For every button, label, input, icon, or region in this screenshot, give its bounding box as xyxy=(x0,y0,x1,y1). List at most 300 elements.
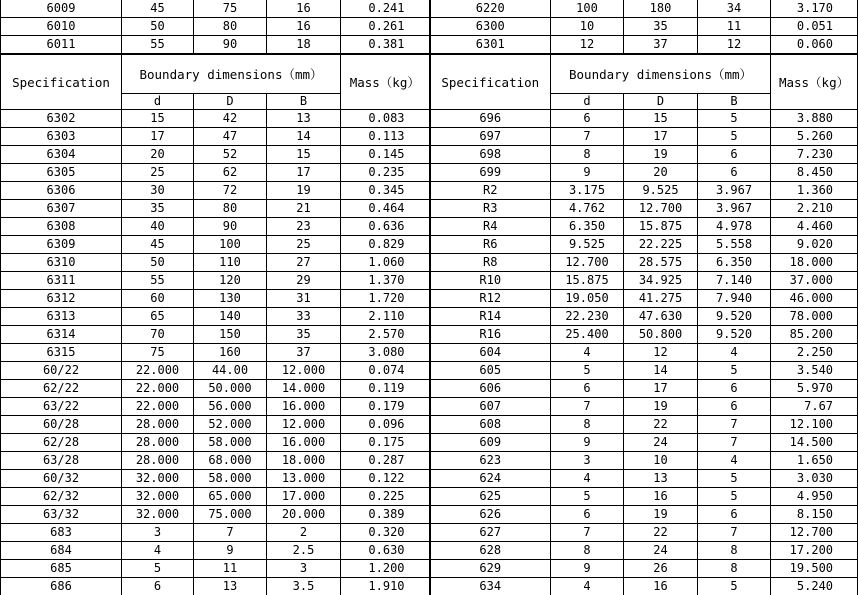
cell-left-spec: 6304 xyxy=(1,146,122,164)
cell-right-spec: R6 xyxy=(430,236,551,254)
cell-right-spec: 6300 xyxy=(430,18,551,36)
cell-left-spec: 6306 xyxy=(1,182,122,200)
cell-left-spec: 63/22 xyxy=(1,398,122,416)
cell-right-D: 17 xyxy=(624,380,698,398)
cell-right-D: 20 xyxy=(624,164,698,182)
table-row xyxy=(1,218,858,236)
cell-left-mass: 0.083 xyxy=(341,110,430,128)
cell-right-D: 24 xyxy=(624,434,698,452)
cell-right-B: 5 xyxy=(698,128,771,146)
cell-right-spec: 699 xyxy=(430,164,551,182)
cell-right-spec: 628 xyxy=(430,542,551,560)
cell-right-d: 7 xyxy=(551,128,624,146)
header-D-left: D xyxy=(194,94,267,110)
cell-left-B: 2.5 xyxy=(267,542,341,560)
cell-left-B: 13.000 xyxy=(267,470,341,488)
cell-left-mass: 1.060 xyxy=(341,254,430,272)
cell-left-D: 50.000 xyxy=(194,380,267,398)
cell-right-d: 12 xyxy=(551,36,624,55)
cell-left-mass: 1.200 xyxy=(341,560,430,578)
cell-right-B: 5 xyxy=(698,470,771,488)
cell-left-d: 70 xyxy=(122,326,194,344)
cell-left-B: 18 xyxy=(267,36,341,55)
cell-left-mass: 0.145 xyxy=(341,146,430,164)
cell-right-d: 5 xyxy=(551,488,624,506)
cell-right-B: 7.140 xyxy=(698,272,771,290)
cell-right-d: 15.875 xyxy=(551,272,624,290)
cell-left-D: 75.000 xyxy=(194,506,267,524)
cell-right-B: 7 xyxy=(698,524,771,542)
cell-right-D: 22 xyxy=(624,416,698,434)
cell-right-B: 6 xyxy=(698,164,771,182)
cell-left-spec: 6011 xyxy=(1,36,122,55)
cell-right-spec: 604 xyxy=(430,344,551,362)
cell-left-d: 50 xyxy=(122,254,194,272)
cell-left-B: 29 xyxy=(267,272,341,290)
cell-left-d: 50 xyxy=(122,18,194,36)
cell-right-spec: R8 xyxy=(430,254,551,272)
cell-left-mass: 0.261 xyxy=(341,18,430,36)
cell-right-spec: 625 xyxy=(430,488,551,506)
header-B-right: B xyxy=(698,94,771,110)
cell-right-mass: 46.000 xyxy=(771,290,858,308)
cell-left-mass: 0.320 xyxy=(341,524,430,542)
cell-right-B: 5 xyxy=(698,488,771,506)
cell-right-B: 4 xyxy=(698,344,771,362)
cell-left-D: 140 xyxy=(194,308,267,326)
cell-left-D: 62 xyxy=(194,164,267,182)
cell-right-B: 8 xyxy=(698,542,771,560)
cell-left-B: 3 xyxy=(267,560,341,578)
cell-right-mass: 9.020 xyxy=(771,236,858,254)
cell-left-d: 17 xyxy=(122,128,194,146)
cell-left-d: 22.000 xyxy=(122,362,194,380)
table-row xyxy=(1,452,858,470)
cell-right-D: 37 xyxy=(624,36,698,55)
table-row xyxy=(1,146,858,164)
cell-left-mass: 0.389 xyxy=(341,506,430,524)
cell-left-mass: 1.910 xyxy=(341,578,430,595)
cell-left-B: 15 xyxy=(267,146,341,164)
header-mass-right: Mass（kg） xyxy=(771,55,858,110)
cell-left-spec: 60/22 xyxy=(1,362,122,380)
cell-left-d: 28.000 xyxy=(122,416,194,434)
bearing-spec-table xyxy=(0,54,858,595)
table-row xyxy=(1,326,858,344)
cell-right-mass: 5.240 xyxy=(771,578,858,595)
cell-left-d: 30 xyxy=(122,182,194,200)
header-boundary-dimensions-left: Boundary dimensions（mm） xyxy=(122,55,341,94)
cell-right-spec: 629 xyxy=(430,560,551,578)
cell-right-D: 15 xyxy=(624,110,698,128)
cell-right-d: 8 xyxy=(551,146,624,164)
cell-right-mass: 7.230 xyxy=(771,146,858,164)
cell-left-d: 35 xyxy=(122,200,194,218)
cell-left-B: 33 xyxy=(267,308,341,326)
cell-left-d: 40 xyxy=(122,218,194,236)
cell-right-B: 9.520 xyxy=(698,326,771,344)
cell-right-D: 35 xyxy=(624,18,698,36)
cell-right-mass: 8.450 xyxy=(771,164,858,182)
cell-left-B: 17.000 xyxy=(267,488,341,506)
cell-right-spec: R10 xyxy=(430,272,551,290)
cell-left-B: 35 xyxy=(267,326,341,344)
cell-left-mass: 0.119 xyxy=(341,380,430,398)
cell-right-D: 22.225 xyxy=(624,236,698,254)
cell-right-d: 3.175 xyxy=(551,182,624,200)
cell-right-d: 8 xyxy=(551,416,624,434)
cell-right-B: 5 xyxy=(698,362,771,380)
cell-left-B: 14.000 xyxy=(267,380,341,398)
cell-right-spec: 626 xyxy=(430,506,551,524)
cell-left-B: 23 xyxy=(267,218,341,236)
cell-right-D: 16 xyxy=(624,488,698,506)
cell-left-D: 7 xyxy=(194,524,267,542)
cell-left-spec: 6312 xyxy=(1,290,122,308)
cell-left-B: 16.000 xyxy=(267,434,341,452)
cell-left-D: 68.000 xyxy=(194,452,267,470)
cell-right-d: 7 xyxy=(551,398,624,416)
cell-right-D: 28.575 xyxy=(624,254,698,272)
cell-left-mass: 0.122 xyxy=(341,470,430,488)
cell-left-mass: 0.345 xyxy=(341,182,430,200)
cell-right-d: 4 xyxy=(551,470,624,488)
cell-left-d: 6 xyxy=(122,578,194,595)
cell-left-spec: 6009 xyxy=(1,0,122,18)
cell-left-d: 32.000 xyxy=(122,506,194,524)
cell-right-spec: R14 xyxy=(430,308,551,326)
cell-right-d: 10 xyxy=(551,18,624,36)
cell-right-spec: 696 xyxy=(430,110,551,128)
table-row xyxy=(1,0,858,18)
cell-right-spec: 627 xyxy=(430,524,551,542)
cell-left-B: 17 xyxy=(267,164,341,182)
cell-left-d: 45 xyxy=(122,0,194,18)
cell-right-mass: 2.210 xyxy=(771,200,858,218)
table-row xyxy=(1,560,858,578)
cell-left-B: 14 xyxy=(267,128,341,146)
table-row xyxy=(1,488,858,506)
cell-left-mass: 0.381 xyxy=(341,36,430,55)
table-row xyxy=(1,36,858,55)
cell-left-B: 16 xyxy=(267,0,341,18)
cell-left-d: 15 xyxy=(122,110,194,128)
cell-right-spec: R16 xyxy=(430,326,551,344)
cell-left-mass: 0.241 xyxy=(341,0,430,18)
cell-right-spec: 6301 xyxy=(430,36,551,55)
cell-right-B: 34 xyxy=(698,0,771,18)
cell-left-d: 55 xyxy=(122,36,194,55)
table-header xyxy=(1,55,858,110)
cell-left-spec: 6302 xyxy=(1,110,122,128)
cell-left-d: 25 xyxy=(122,164,194,182)
cell-left-spec: 60/32 xyxy=(1,470,122,488)
cell-right-mass: 85.200 xyxy=(771,326,858,344)
table-row xyxy=(1,254,858,272)
cell-right-d: 6 xyxy=(551,110,624,128)
cell-left-d: 5 xyxy=(122,560,194,578)
cell-right-mass: 12.100 xyxy=(771,416,858,434)
table-row xyxy=(1,18,858,36)
cell-left-spec: 6315 xyxy=(1,344,122,362)
cell-right-D: 12 xyxy=(624,344,698,362)
table-row xyxy=(1,290,858,308)
cell-right-spec: 624 xyxy=(430,470,551,488)
cell-left-mass: 0.096 xyxy=(341,416,430,434)
cell-left-mass: 2.570 xyxy=(341,326,430,344)
cell-left-B: 12.000 xyxy=(267,416,341,434)
table-row xyxy=(1,200,858,218)
table-row xyxy=(1,236,858,254)
cell-right-spec: 623 xyxy=(430,452,551,470)
cell-left-spec: 6307 xyxy=(1,200,122,218)
cell-left-D: 52.000 xyxy=(194,416,267,434)
cell-left-B: 16.000 xyxy=(267,398,341,416)
cell-right-d: 6 xyxy=(551,380,624,398)
cell-left-spec: 63/32 xyxy=(1,506,122,524)
cell-right-D: 12.700 xyxy=(624,200,698,218)
table-row xyxy=(1,308,858,326)
cell-right-B: 6 xyxy=(698,380,771,398)
cell-right-B: 7 xyxy=(698,434,771,452)
cell-right-spec: 634 xyxy=(430,578,551,595)
cell-left-D: 13 xyxy=(194,578,267,595)
cell-left-D: 160 xyxy=(194,344,267,362)
table-row xyxy=(1,470,858,488)
cell-right-mass: 1.650 xyxy=(771,452,858,470)
cell-right-D: 19 xyxy=(624,506,698,524)
cell-right-B: 9.520 xyxy=(698,308,771,326)
cell-right-spec: 608 xyxy=(430,416,551,434)
cell-right-spec: 698 xyxy=(430,146,551,164)
table-row xyxy=(1,578,858,595)
header-d-left: d xyxy=(122,94,194,110)
cell-left-B: 21 xyxy=(267,200,341,218)
cell-left-D: 120 xyxy=(194,272,267,290)
cell-right-spec: R4 xyxy=(430,218,551,236)
cell-left-B: 13 xyxy=(267,110,341,128)
cell-right-d: 3 xyxy=(551,452,624,470)
cell-left-B: 16 xyxy=(267,18,341,36)
cell-left-d: 32.000 xyxy=(122,488,194,506)
cell-right-B: 6.350 xyxy=(698,254,771,272)
cell-right-d: 7 xyxy=(551,524,624,542)
top-table-body xyxy=(1,0,858,54)
cell-left-B: 19 xyxy=(267,182,341,200)
table-row xyxy=(1,542,858,560)
cell-right-D: 14 xyxy=(624,362,698,380)
cell-right-B: 8 xyxy=(698,560,771,578)
cell-left-D: 58.000 xyxy=(194,434,267,452)
cell-left-mass: 2.110 xyxy=(341,308,430,326)
cell-right-B: 4 xyxy=(698,452,771,470)
cell-right-d: 9 xyxy=(551,434,624,452)
cell-left-mass: 3.080 xyxy=(341,344,430,362)
cell-right-mass: 5.260 xyxy=(771,128,858,146)
cell-right-mass: 0.060 xyxy=(771,36,858,55)
cell-left-spec: 685 xyxy=(1,560,122,578)
cell-left-spec: 6313 xyxy=(1,308,122,326)
cell-right-D: 22 xyxy=(624,524,698,542)
cell-left-D: 75 xyxy=(194,0,267,18)
cell-right-B: 12 xyxy=(698,36,771,55)
cell-left-d: 32.000 xyxy=(122,470,194,488)
cell-right-B: 5.558 xyxy=(698,236,771,254)
cell-left-B: 2 xyxy=(267,524,341,542)
cell-left-d: 22.000 xyxy=(122,380,194,398)
cell-left-mass: 0.225 xyxy=(341,488,430,506)
cell-right-B: 7.940 xyxy=(698,290,771,308)
cell-right-d: 6.350 xyxy=(551,218,624,236)
cell-right-mass: 3.880 xyxy=(771,110,858,128)
cell-left-d: 65 xyxy=(122,308,194,326)
cell-left-mass: 1.720 xyxy=(341,290,430,308)
cell-left-D: 72 xyxy=(194,182,267,200)
cell-right-B: 7 xyxy=(698,416,771,434)
cell-left-D: 58.000 xyxy=(194,470,267,488)
cell-right-B: 3.967 xyxy=(698,200,771,218)
cell-right-d: 12.700 xyxy=(551,254,624,272)
cell-right-B: 6 xyxy=(698,506,771,524)
cell-left-spec: 60/28 xyxy=(1,416,122,434)
cell-left-d: 4 xyxy=(122,542,194,560)
cell-right-mass: 3.030 xyxy=(771,470,858,488)
cell-left-d: 3 xyxy=(122,524,194,542)
cell-right-d: 5 xyxy=(551,362,624,380)
table-row xyxy=(1,110,858,128)
cell-left-d: 55 xyxy=(122,272,194,290)
cell-left-spec: 6303 xyxy=(1,128,122,146)
cell-right-d: 9 xyxy=(551,164,624,182)
cell-right-mass: 8.150 xyxy=(771,506,858,524)
cell-right-mass: 4.950 xyxy=(771,488,858,506)
cell-left-mass: 1.370 xyxy=(341,272,430,290)
cell-right-d: 4.762 xyxy=(551,200,624,218)
header-boundary-dimensions-right: Boundary dimensions（mm） xyxy=(551,55,771,94)
cell-right-d: 4 xyxy=(551,344,624,362)
cell-left-D: 44.00 xyxy=(194,362,267,380)
cell-right-B: 6 xyxy=(698,398,771,416)
cell-right-D: 180 xyxy=(624,0,698,18)
cell-left-D: 9 xyxy=(194,542,267,560)
cell-left-d: 20 xyxy=(122,146,194,164)
header-specification-right: Specification xyxy=(430,55,551,110)
cell-left-spec: 683 xyxy=(1,524,122,542)
cell-left-mass: 0.829 xyxy=(341,236,430,254)
cell-left-d: 75 xyxy=(122,344,194,362)
cell-left-D: 52 xyxy=(194,146,267,164)
cell-right-mass: 14.500 xyxy=(771,434,858,452)
cell-right-B: 5 xyxy=(698,578,771,595)
cell-left-spec: 6314 xyxy=(1,326,122,344)
cell-right-D: 19 xyxy=(624,398,698,416)
cell-right-mass: 18.000 xyxy=(771,254,858,272)
cell-left-D: 110 xyxy=(194,254,267,272)
cell-right-D: 13 xyxy=(624,470,698,488)
table-body xyxy=(1,110,858,595)
cell-right-D: 15.875 xyxy=(624,218,698,236)
cell-left-spec: 6310 xyxy=(1,254,122,272)
cell-left-B: 27 xyxy=(267,254,341,272)
cell-left-mass: 0.074 xyxy=(341,362,430,380)
cell-left-mass: 0.287 xyxy=(341,452,430,470)
table-row xyxy=(1,164,858,182)
cell-left-spec: 62/28 xyxy=(1,434,122,452)
cell-right-spec: 6220 xyxy=(430,0,551,18)
cell-left-B: 18.000 xyxy=(267,452,341,470)
table-row xyxy=(1,398,858,416)
cell-right-d: 6 xyxy=(551,506,624,524)
cell-left-mass: 0.113 xyxy=(341,128,430,146)
table-row xyxy=(1,344,858,362)
cell-left-D: 42 xyxy=(194,110,267,128)
cell-left-spec: 63/28 xyxy=(1,452,122,470)
cell-left-spec: 6309 xyxy=(1,236,122,254)
cell-right-B: 5 xyxy=(698,110,771,128)
cell-left-spec: 686 xyxy=(1,578,122,595)
cell-left-spec: 684 xyxy=(1,542,122,560)
cell-left-spec: 6010 xyxy=(1,18,122,36)
header-d-right: d xyxy=(551,94,624,110)
cell-left-D: 90 xyxy=(194,218,267,236)
cell-right-D: 19 xyxy=(624,146,698,164)
cell-right-d: 4 xyxy=(551,578,624,595)
table-row xyxy=(1,506,858,524)
cell-left-spec: 6305 xyxy=(1,164,122,182)
header-specification-left: Specification xyxy=(1,55,122,110)
cell-right-B: 6 xyxy=(698,146,771,164)
table-row xyxy=(1,434,858,452)
cell-left-B: 31 xyxy=(267,290,341,308)
cell-right-d: 22.230 xyxy=(551,308,624,326)
cell-left-D: 100 xyxy=(194,236,267,254)
cell-left-mass: 0.175 xyxy=(341,434,430,452)
cell-left-B: 20.000 xyxy=(267,506,341,524)
cell-left-mass: 0.464 xyxy=(341,200,430,218)
table-row xyxy=(1,128,858,146)
cell-left-mass: 0.636 xyxy=(341,218,430,236)
cell-right-B: 11 xyxy=(698,18,771,36)
table-row xyxy=(1,272,858,290)
table-row xyxy=(1,362,858,380)
cell-right-mass: 1.360 xyxy=(771,182,858,200)
cell-right-mass: 19.500 xyxy=(771,560,858,578)
header-B-left: B xyxy=(267,94,341,110)
cell-left-d: 45 xyxy=(122,236,194,254)
cell-right-spec: 605 xyxy=(430,362,551,380)
cell-left-d: 22.000 xyxy=(122,398,194,416)
top-continued-table xyxy=(0,0,858,55)
cell-left-D: 80 xyxy=(194,200,267,218)
cell-left-D: 11 xyxy=(194,560,267,578)
cell-left-D: 56.000 xyxy=(194,398,267,416)
cell-left-B: 12.000 xyxy=(267,362,341,380)
cell-right-D: 24 xyxy=(624,542,698,560)
table-row xyxy=(1,416,858,434)
cell-right-mass: 4.460 xyxy=(771,218,858,236)
cell-right-B: 4.978 xyxy=(698,218,771,236)
cell-right-mass: 37.000 xyxy=(771,272,858,290)
cell-right-D: 34.925 xyxy=(624,272,698,290)
cell-left-D: 150 xyxy=(194,326,267,344)
cell-right-spec: 697 xyxy=(430,128,551,146)
cell-right-spec: 609 xyxy=(430,434,551,452)
cell-right-mass: 0.051 xyxy=(771,18,858,36)
cell-left-spec: 6308 xyxy=(1,218,122,236)
cell-left-mass: 0.179 xyxy=(341,398,430,416)
cell-right-D: 10 xyxy=(624,452,698,470)
cell-right-mass: 78.000 xyxy=(771,308,858,326)
